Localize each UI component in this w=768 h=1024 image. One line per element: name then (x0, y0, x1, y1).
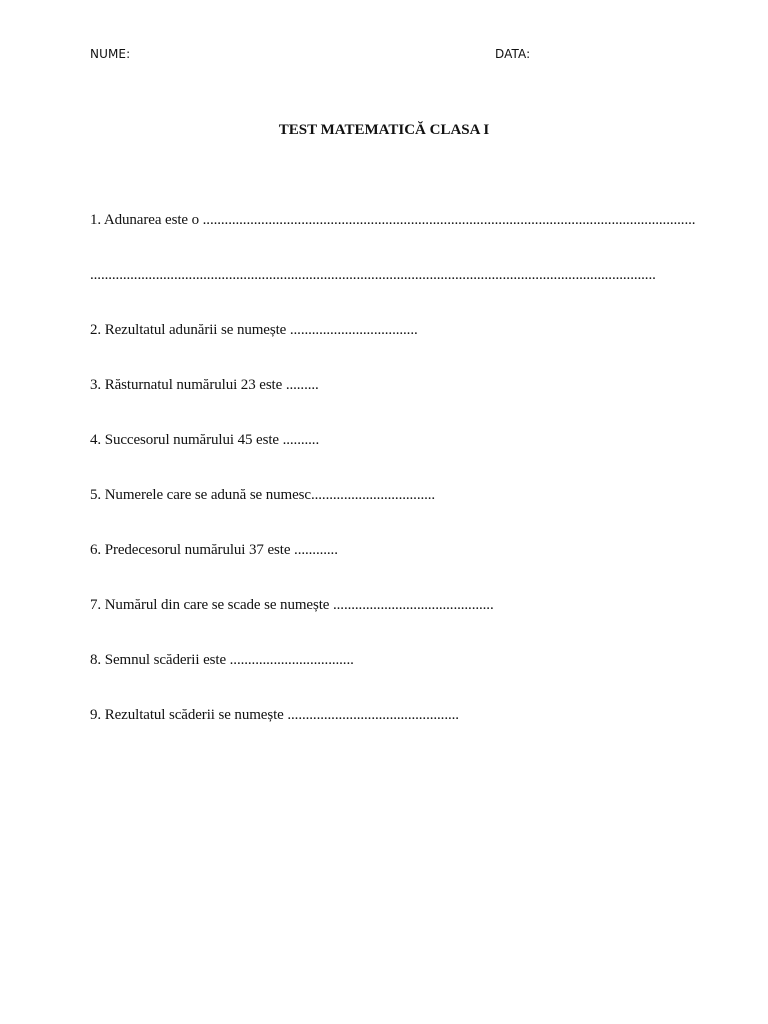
question-2: 2. Rezultatul adunării se numește ................................... (90, 322, 418, 338)
question-5: 5. Numerele care se adună se numesc.................................. (90, 487, 436, 503)
question-3: 3. Răsturnatul numărului 23 este ......... (90, 377, 319, 393)
question-7: 7. Numărul din care se scade se numește ............................................ (90, 597, 494, 613)
question-1: 1. Adunarea este o ....................................................................................................................................... (90, 212, 696, 228)
question-6: 6. Predecesorul numărului 37 este ............ (90, 542, 338, 558)
page-title: TEST MATEMATICĂ CLASA I (278, 122, 490, 138)
date-label: DATA: (495, 47, 531, 61)
question-1-continuation-line: ........................................................................................................................................................... (90, 267, 656, 283)
name-label: NUME: (90, 47, 131, 61)
question-9: 9. Rezultatul scăderii se numește ............................................... (90, 707, 459, 723)
question-4: 4. Succesorul numărului 45 este .......... (90, 432, 320, 448)
question-8: 8. Semnul scăderii este .................................. (90, 652, 354, 668)
